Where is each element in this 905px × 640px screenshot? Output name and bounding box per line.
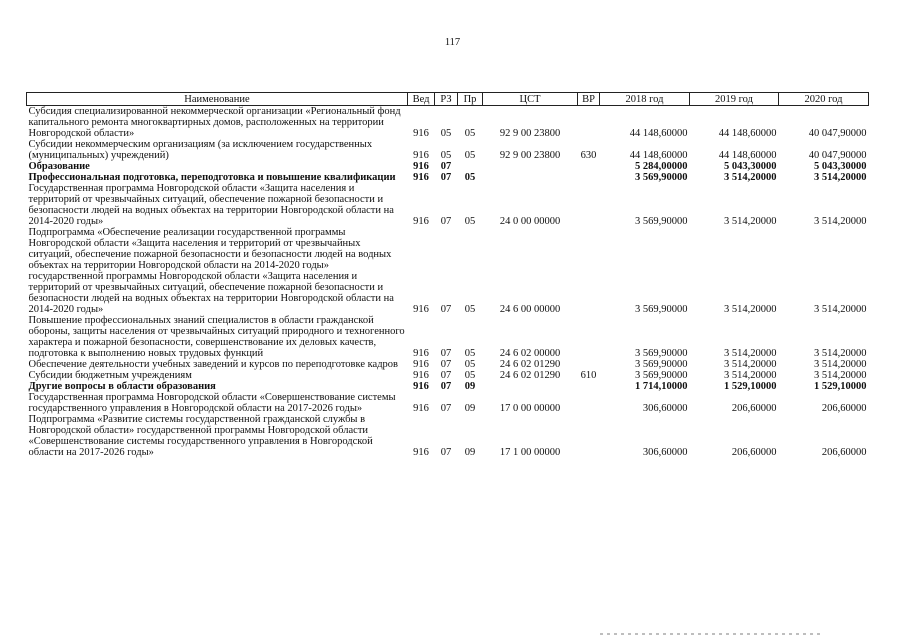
cell-2018: 44 148,60000 bbox=[629, 128, 688, 139]
cell-ved: 916 bbox=[413, 447, 429, 458]
table-row bbox=[27, 370, 869, 381]
cell-rz: 07 bbox=[440, 161, 452, 172]
table-row bbox=[27, 359, 869, 370]
cell-ved: 916 bbox=[413, 403, 429, 414]
cell-2020: 3 514,20000 bbox=[814, 370, 867, 381]
cell-name: Повышение профессиональных знаний специалистов в области гражданской обороны, защиты населения от чрезвычайных ситуаций природного и техногенного характера и пожарной безопасности, совершенствование их деловых качеств, подготовка к выполнению новых трудовых функций bbox=[28, 315, 405, 359]
cell-2019: 44 148,60000 bbox=[718, 150, 777, 161]
cell-2019: 5 043,30000 bbox=[724, 161, 777, 172]
cell-2018: 306,60000 bbox=[642, 403, 688, 414]
cell-2019: 44 148,60000 bbox=[718, 128, 777, 139]
cell-pr: 05 bbox=[464, 359, 476, 370]
table-row bbox=[27, 183, 869, 227]
cell-rz: 07 bbox=[440, 304, 452, 315]
cell-pr: 05 bbox=[464, 216, 476, 227]
cell-ved: 916 bbox=[413, 381, 429, 392]
cell-name: Государственная программа Новгородской области «Совершенствование системы государственного управления в Новгородской области на 2017-2026 годы» bbox=[28, 392, 396, 414]
cell-2018: 3 569,90000 bbox=[635, 348, 688, 359]
cell-pr bbox=[458, 161, 483, 172]
cell-2020: 40 047,90000 bbox=[808, 150, 867, 161]
cell-rz: 07 bbox=[440, 348, 452, 359]
cell-name: Другие вопросы в области образования bbox=[28, 381, 216, 392]
cell-2018: 44 148,60000 bbox=[629, 150, 688, 161]
cell-name: Обеспечение деятельности учебных заведений и курсов по переподготовке кадров bbox=[28, 359, 399, 370]
cell-rz: 07 bbox=[440, 359, 452, 370]
cell-cst: 24 6 02 01290 bbox=[499, 370, 561, 381]
cell-vr bbox=[578, 414, 600, 458]
cell-2020: 3 514,20000 bbox=[814, 172, 867, 183]
cell-cst: 17 1 00 00000 bbox=[499, 447, 561, 458]
cell-vr bbox=[578, 106, 600, 140]
cell-name: Государственная программа Новгородской области «Защита населения и территорий от чрезвычайных ситуаций, обеспечение пожарной безопасности и безопасности людей на водных объектах на территории Новгородской области на 2014-2020 годы» bbox=[28, 183, 394, 227]
cell-pr: 05 bbox=[464, 304, 476, 315]
table-header-row bbox=[27, 93, 869, 106]
cell-vr: 630 bbox=[580, 150, 597, 161]
table-row bbox=[27, 414, 869, 458]
cell-rz: 07 bbox=[440, 447, 452, 458]
cell-vr bbox=[578, 315, 600, 359]
cell-name: Субсидия специализированной некоммерческой организации «Региональный фонд капитального ремонта многоквартирных домов, расположенных на территории Новгородской области» bbox=[28, 106, 401, 139]
table-row bbox=[27, 227, 869, 315]
cell-name: Подпрограмма «Обеспечение реализации государственной программы Новгородской области «Защита населения и территорий от чрезвычайных ситуаций, обеспечение пожарной безопасности и безопасности людей на водных объектах на территории Новгородской области на 2014-2020 годы» государственной программы Новгородской области «Защита населения и территорий от чрезвычайных ситуаций, обеспечение пожарной безопасности и безопасности людей на водных объектах на территории Новгородской области на 2014-2020 годы» bbox=[28, 227, 394, 315]
cell-ved: 916 bbox=[413, 370, 429, 381]
header-2019: 2019 год bbox=[690, 93, 779, 106]
cell-2020: 206,60000 bbox=[821, 447, 867, 458]
cell-vr: 610 bbox=[580, 370, 597, 381]
cell-rz: 05 bbox=[440, 150, 452, 161]
cell-2018: 3 569,90000 bbox=[635, 304, 688, 315]
cell-2018: 3 569,90000 bbox=[635, 216, 688, 227]
cell-cst: 17 0 00 00000 bbox=[499, 403, 561, 414]
cell-rz: 07 bbox=[440, 381, 452, 392]
cell-name: Субсидии бюджетным учреждениям bbox=[28, 370, 192, 381]
cell-2018: 5 284,00000 bbox=[635, 161, 688, 172]
cell-pr: 05 bbox=[464, 348, 476, 359]
cell-2019: 3 514,20000 bbox=[724, 172, 777, 183]
cell-pr: 05 bbox=[464, 128, 476, 139]
cell-2020: 3 514,20000 bbox=[814, 348, 867, 359]
table-row bbox=[27, 161, 869, 172]
cell-pr: 09 bbox=[464, 403, 476, 414]
cell-2020: 5 043,30000 bbox=[814, 161, 867, 172]
header-ved: Вед bbox=[408, 93, 435, 106]
cell-2018: 1 714,10000 bbox=[635, 381, 688, 392]
cell-2018: 3 569,90000 bbox=[635, 359, 688, 370]
cell-2019: 3 514,20000 bbox=[724, 359, 777, 370]
cell-rz: 07 bbox=[440, 370, 452, 381]
cell-ved: 916 bbox=[413, 150, 429, 161]
cell-vr bbox=[578, 172, 600, 183]
cell-ved: 916 bbox=[413, 172, 429, 183]
cell-cst bbox=[483, 381, 578, 392]
cell-vr bbox=[578, 227, 600, 315]
header-vr: ВР bbox=[578, 93, 600, 106]
cell-cst bbox=[483, 172, 578, 183]
cell-pr: 09 bbox=[464, 381, 476, 392]
table-row bbox=[27, 106, 869, 140]
cell-cst: 24 6 02 01290 bbox=[499, 359, 561, 370]
cell-2019: 3 514,20000 bbox=[724, 370, 777, 381]
cell-rz: 07 bbox=[440, 216, 452, 227]
cell-name: Образование bbox=[28, 161, 90, 172]
header-rz: РЗ bbox=[435, 93, 458, 106]
cell-cst: 24 0 00 00000 bbox=[499, 216, 561, 227]
table-row bbox=[27, 139, 869, 161]
table-body bbox=[27, 106, 869, 459]
cell-2019: 3 514,20000 bbox=[724, 348, 777, 359]
cell-2019: 206,60000 bbox=[731, 447, 777, 458]
cell-vr bbox=[578, 392, 600, 414]
cell-2018: 306,60000 bbox=[642, 447, 688, 458]
cell-2019: 1 529,10000 bbox=[724, 381, 777, 392]
cell-cst: 24 6 00 00000 bbox=[499, 304, 561, 315]
cell-cst: 92 9 00 23800 bbox=[499, 128, 561, 139]
cell-name: Профессиональная подготовка, переподготовка и повышение квалификации bbox=[28, 172, 396, 183]
cell-ved: 916 bbox=[413, 304, 429, 315]
header-pr: Пр bbox=[458, 93, 483, 106]
cell-2018: 3 569,90000 bbox=[635, 370, 688, 381]
cell-rz: 05 bbox=[440, 128, 452, 139]
cell-2020: 3 514,20000 bbox=[814, 304, 867, 315]
cell-pr: 05 bbox=[464, 370, 476, 381]
cell-vr bbox=[578, 381, 600, 392]
cell-cst bbox=[483, 161, 578, 172]
budget-table bbox=[26, 92, 869, 458]
header-2018: 2018 год bbox=[600, 93, 690, 106]
cell-2020: 3 514,20000 bbox=[814, 216, 867, 227]
table-row bbox=[27, 315, 869, 359]
cell-cst: 92 9 00 23800 bbox=[499, 150, 561, 161]
cell-vr bbox=[578, 359, 600, 370]
cell-pr: 05 bbox=[464, 150, 476, 161]
cell-rz: 07 bbox=[440, 172, 452, 183]
cell-2020: 3 514,20000 bbox=[814, 359, 867, 370]
cell-vr bbox=[578, 161, 600, 172]
cell-name: Подпрограмма «Развитие системы государственной гражданской службы в Новгородской области» государственной программы Новгородской области «Совершенствование системы государственного управления в Новгородской области на 2017-2026 годы» bbox=[28, 414, 373, 458]
cell-2019: 206,60000 bbox=[731, 403, 777, 414]
cell-ved: 916 bbox=[413, 216, 429, 227]
header-cst: ЦСТ bbox=[483, 93, 578, 106]
cell-ved: 916 bbox=[413, 128, 429, 139]
cell-ved: 916 bbox=[413, 359, 429, 370]
cell-vr bbox=[578, 183, 600, 227]
page-number: 117 bbox=[444, 37, 461, 48]
cell-ved: 916 bbox=[413, 348, 429, 359]
header-2020: 2020 год bbox=[779, 93, 869, 106]
table-row bbox=[27, 381, 869, 392]
cell-ved: 916 bbox=[413, 161, 429, 172]
cell-cst: 24 6 02 00000 bbox=[499, 348, 561, 359]
cell-2020: 1 529,10000 bbox=[814, 381, 867, 392]
cell-2019: 3 514,20000 bbox=[724, 304, 777, 315]
cell-name: Субсидии некоммерческим организациям (за исключением государственных (муниципальных) учреждений) bbox=[28, 139, 373, 161]
table-row bbox=[27, 172, 869, 183]
cell-2018: 3 569,90000 bbox=[635, 172, 688, 183]
scan-artifact bbox=[600, 633, 820, 635]
cell-2020: 40 047,90000 bbox=[808, 128, 867, 139]
cell-rz: 07 bbox=[440, 403, 452, 414]
cell-2020: 206,60000 bbox=[821, 403, 867, 414]
header-name: Наименование bbox=[27, 93, 408, 106]
table-row bbox=[27, 392, 869, 414]
cell-pr: 05 bbox=[464, 172, 476, 183]
cell-pr: 09 bbox=[464, 447, 476, 458]
cell-2019: 3 514,20000 bbox=[724, 216, 777, 227]
